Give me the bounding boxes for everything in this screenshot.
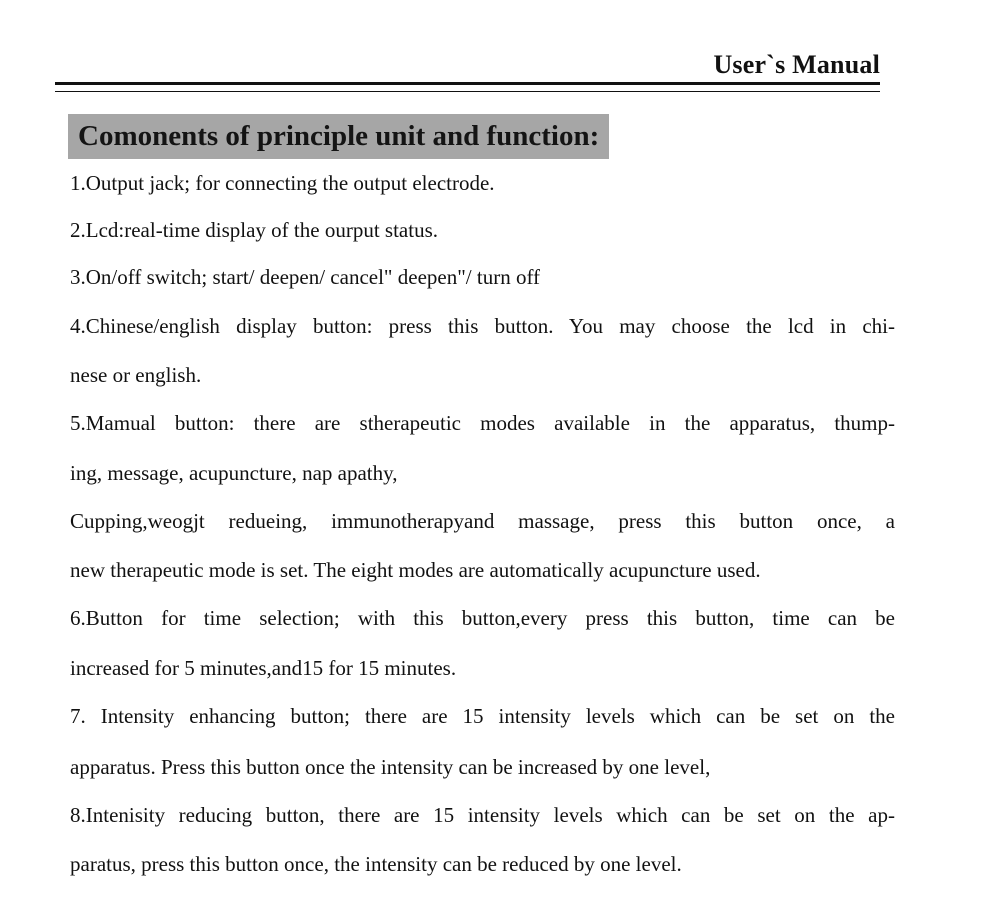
text-line: nese or english. — [70, 363, 202, 387]
text-line: 8.Intenisity reducing button, there are 15 intensity levels which can be set on the ap- — [70, 803, 895, 827]
header-rule-thick — [55, 82, 880, 85]
text-line: Cupping,weogjt redueing, immunotherapyand massage, press this button once, a — [70, 509, 895, 533]
text-line: apparatus. Press this button once the intensity can be increased by one level, — [70, 755, 711, 779]
text-line: 4.Chinese/english display button: press this button. You may choose the lcd in chi- — [70, 314, 895, 338]
text-line: 1.Output jack; for connecting the output electrode. — [70, 171, 495, 195]
header-rule-thin — [55, 91, 880, 92]
text-line: 7. Intensity enhancing button; there are 15 intensity levels which can be set on the — [70, 704, 895, 728]
text-line: 2.Lcd:real-time display of the ourput status. — [70, 218, 438, 242]
text-line: 6.Button for time selection; with this button,every press this button, time can be — [70, 606, 895, 630]
text-line: 3.On/off switch; start/ deepen/ cancel" deepen"/ turn off — [70, 265, 541, 289]
text-line: increased for 5 minutes,and15 for 15 minutes. — [70, 656, 457, 680]
section-heading: Comonents of principle unit and function: — [68, 114, 609, 159]
text-line: ing, message, acupuncture, nap apathy, — [70, 461, 398, 485]
text-line: paratus, press this button once, the intensity can be reduced by one level. — [70, 852, 682, 876]
text-line: 5.Mamual button: there are stherapeutic modes available in the apparatus, thump- — [70, 411, 895, 435]
text-line: new therapeutic mode is set. The eight modes are automatically acupuncture used. — [70, 558, 761, 582]
header-title: User`s Manual — [713, 50, 880, 79]
